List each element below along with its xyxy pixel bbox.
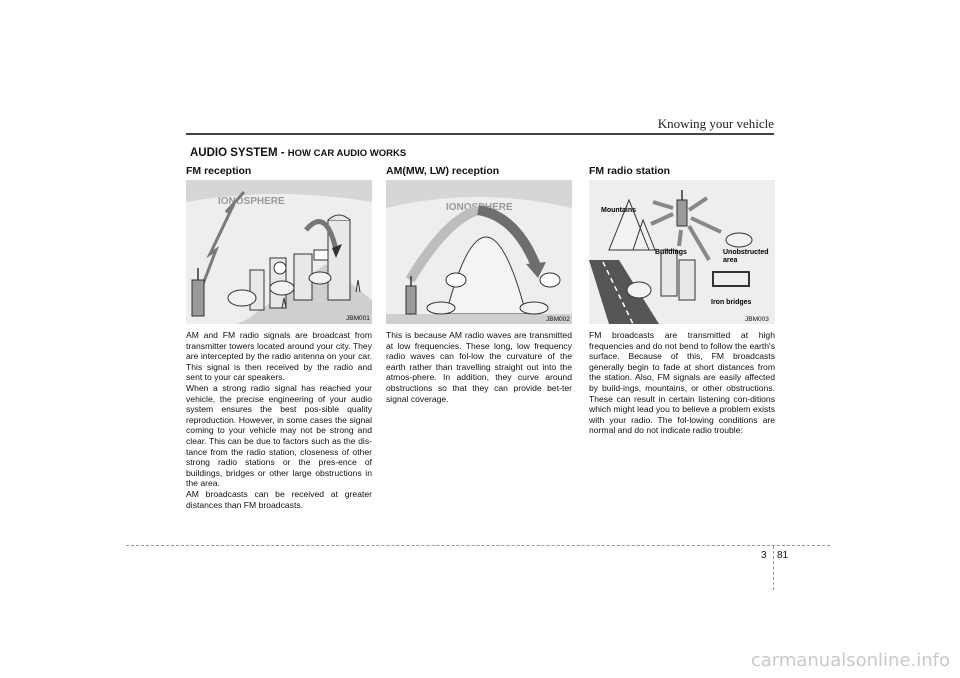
page-header-title: Knowing your vehicle xyxy=(657,116,774,131)
ionosphere-label: IONOSPHERE xyxy=(218,196,285,207)
column-fm-radio-station xyxy=(589,165,775,436)
column-am-reception xyxy=(386,165,572,404)
column-heading: FM radio station xyxy=(589,165,671,177)
unobstructed-label: Unobstructed xyxy=(723,249,769,256)
paragraph: FM broadcasts are transmitted at high frequencies and do not bend to follow the earth's surface. Because of this, FM broadcasts generally begin to fade at short distances from the station. Also, FM signals are easily affected by build-ings, mountains, or other obstructions. These can result in certain listening con-ditions which might lead you to believe a problem exists with your radio. The fol-lowing conditions are normal and do not indicate radio trouble: xyxy=(589,330,775,436)
section-heading xyxy=(190,147,406,159)
figure-id: JBM003 xyxy=(745,316,769,323)
iron-bridges-label: Iron bridges xyxy=(711,299,752,306)
watermark: carmanualsonline.info xyxy=(750,650,950,671)
figure-fm-radio-station xyxy=(589,180,775,324)
footer-divider xyxy=(773,546,774,590)
column-body xyxy=(386,330,572,404)
footer-rule xyxy=(126,545,830,546)
fm-reception-illustration xyxy=(186,180,372,324)
figure-id: JBM001 xyxy=(346,315,370,322)
fm-station-illustration xyxy=(589,180,775,324)
page-section-number: 3 xyxy=(761,550,767,561)
paragraph: AM broadcasts can be received at greater distances than FM broadcasts. xyxy=(186,488,372,510)
figure-id: JBM002 xyxy=(546,316,570,323)
page-number: 81 xyxy=(777,550,789,561)
column-body xyxy=(186,330,372,510)
am-reception-illustration xyxy=(386,180,572,324)
header-rule xyxy=(186,133,774,135)
mountains-label: Mountains xyxy=(601,207,636,214)
buildings-label: Buildings xyxy=(655,249,687,256)
section-subtitle: HOW CAR AUDIO WORKS xyxy=(287,148,407,159)
ionosphere-label: IONOSPHERE xyxy=(446,202,513,213)
column-heading: AM(MW, LW) reception xyxy=(386,165,500,177)
figure-fm-reception xyxy=(186,180,372,324)
column-heading: FM reception xyxy=(186,165,252,177)
column-body xyxy=(589,330,775,436)
column-fm-reception xyxy=(186,165,372,510)
figure-am-reception xyxy=(386,180,572,324)
paragraph: When a strong radio signal has reached your vehicle, the precise engineering of your audio system ensures the best pos-sible quality reproduction. However, in some cases the signal coming to your vehicle may not be strong and clear. This can be due to factors such as the dis-tance from the radio station, closeness of other strong radio stations or the pres-ence of buildings, bridges or other large obstructions in the area. xyxy=(186,382,372,489)
area-label: area xyxy=(723,257,738,264)
paragraph: AM and FM radio signals are broadcast from transmitter towers located around your city. They are intercepted by the radio antenna on your car. This signal is then received by the radio and sent to your car speakers. xyxy=(186,330,372,383)
paragraph: This is because AM radio waves are transmitted at low frequencies. These long, low frequency radio waves can fol-low the curvature of the earth rather than travelling straight out into the atmos-phere. In addition, they curve around obstructions so that they can provide bet-ter signal coverage. xyxy=(386,330,572,404)
section-title: AUDIO SYSTEM - xyxy=(190,147,288,159)
